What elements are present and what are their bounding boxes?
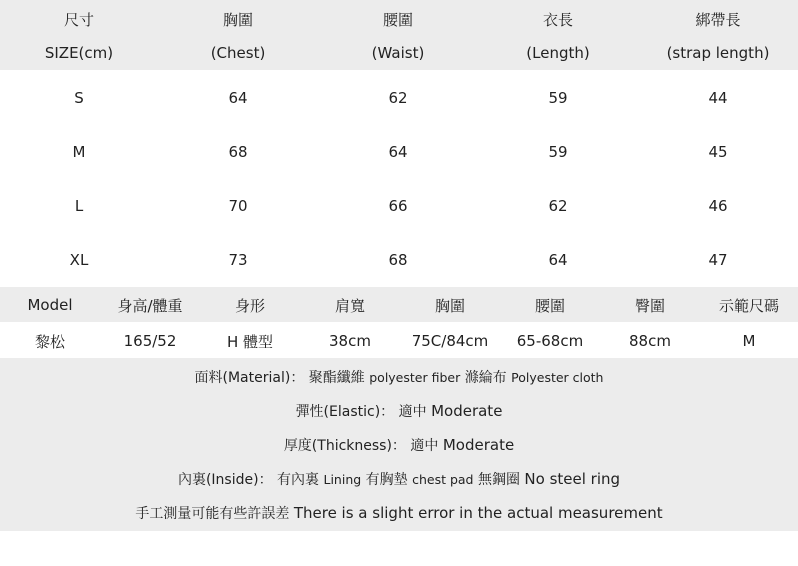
strap-cell: 45 [708, 143, 728, 161]
model-header-row [0, 290, 798, 320]
header-length-en: (Length) [526, 44, 590, 62]
header-waist-zh: 腰圍 [382, 10, 413, 29]
table-row [0, 138, 798, 166]
chest-cell: 73 [228, 251, 248, 269]
size-header-en-row [0, 40, 798, 66]
table-row [0, 246, 798, 274]
length-cell: 59 [548, 89, 568, 107]
size-cell: M [72, 143, 86, 161]
thickness-en: Moderate [442, 436, 515, 454]
header-length-zh: 衣長 [542, 10, 573, 29]
model-header-name: Model [27, 296, 73, 314]
model-shoulder: 38cm [329, 332, 371, 350]
header-size-en: SIZE(cm) [44, 44, 114, 62]
waist-cell: 62 [388, 89, 408, 107]
inside-zh1: 有內裏 [277, 472, 320, 488]
model-header-shoulder: 肩寬 [334, 296, 365, 315]
model-header-height-weight: 身高/體重 [117, 296, 183, 315]
inside-en1: Lining [323, 472, 362, 487]
size-cell: L [74, 197, 84, 215]
table-row [0, 84, 798, 112]
thickness-note [0, 435, 798, 455]
table-row [0, 192, 798, 220]
material-label: 面料(Material)： [194, 370, 305, 386]
elastic-en: Moderate [431, 402, 503, 420]
elastic-note [0, 401, 798, 421]
inside-note [0, 469, 798, 489]
header-size-zh: 尺寸 [63, 10, 94, 29]
model-header-chest: 胸圍 [434, 296, 465, 315]
error-zh: 手工測量可能有些許誤差 [135, 506, 290, 522]
model-header-hip: 臀圍 [634, 296, 665, 315]
model-name: 黎松 [34, 332, 65, 351]
strap-cell: 46 [708, 197, 728, 215]
header-strap-en: (strap length) [666, 44, 770, 62]
material-note [0, 367, 798, 387]
material-zh2: 滌綸布 [464, 370, 507, 386]
thickness-label: 厚度(Thickness)： [283, 438, 406, 454]
inside-en2: chest pad [412, 472, 474, 487]
model-hip: 88cm [629, 332, 671, 350]
model-chest: 75C/84cm [411, 332, 489, 350]
model-header-size: 示範尺碼 [718, 296, 779, 315]
waist-cell: 64 [388, 143, 408, 161]
error-note [0, 503, 798, 523]
material-zh1: 聚酯纖維 [308, 370, 365, 386]
elastic-label: 彈性(Elastic)： [295, 404, 395, 420]
thickness-zh: 適中 [410, 438, 439, 454]
model-waist: 65-68cm [516, 332, 584, 350]
model-header-waist: 腰圍 [534, 296, 565, 315]
elastic-zh: 適中 [398, 404, 427, 420]
inside-zh2: 有胸墊 [365, 472, 408, 488]
waist-cell: 68 [388, 251, 408, 269]
inside-zh3: 無鋼圈 [477, 472, 520, 488]
size-cell: XL [69, 251, 89, 269]
error-en: There is a slight error in the actual measurement [293, 504, 663, 522]
size-header-zh-row [0, 6, 798, 32]
length-cell: 59 [548, 143, 568, 161]
length-cell: 62 [548, 197, 568, 215]
model-header-body-type: 身形 [234, 296, 265, 315]
model-size: M [742, 332, 756, 350]
header-strap-zh: 綁帶長 [695, 10, 741, 29]
header-chest-zh: 胸圍 [222, 10, 253, 29]
size-cell: S [74, 89, 84, 107]
chest-cell: 70 [228, 197, 248, 215]
header-waist-en: (Waist) [371, 44, 425, 62]
model-row [0, 326, 798, 356]
inside-label: 內裏(Inside)： [177, 472, 273, 488]
strap-cell: 44 [708, 89, 728, 107]
material-en2: Polyester cloth [511, 370, 604, 385]
header-chest-en: (Chest) [210, 44, 266, 62]
inside-en3: No steel ring [524, 470, 621, 488]
chest-cell: 64 [228, 89, 248, 107]
model-height-weight: 165/52 [123, 332, 177, 350]
waist-cell: 66 [388, 197, 408, 215]
chest-cell: 68 [228, 143, 248, 161]
length-cell: 64 [548, 251, 568, 269]
material-en1: polyester fiber [369, 370, 461, 385]
model-body-type: H 體型 [226, 332, 274, 351]
strap-cell: 47 [708, 251, 728, 269]
